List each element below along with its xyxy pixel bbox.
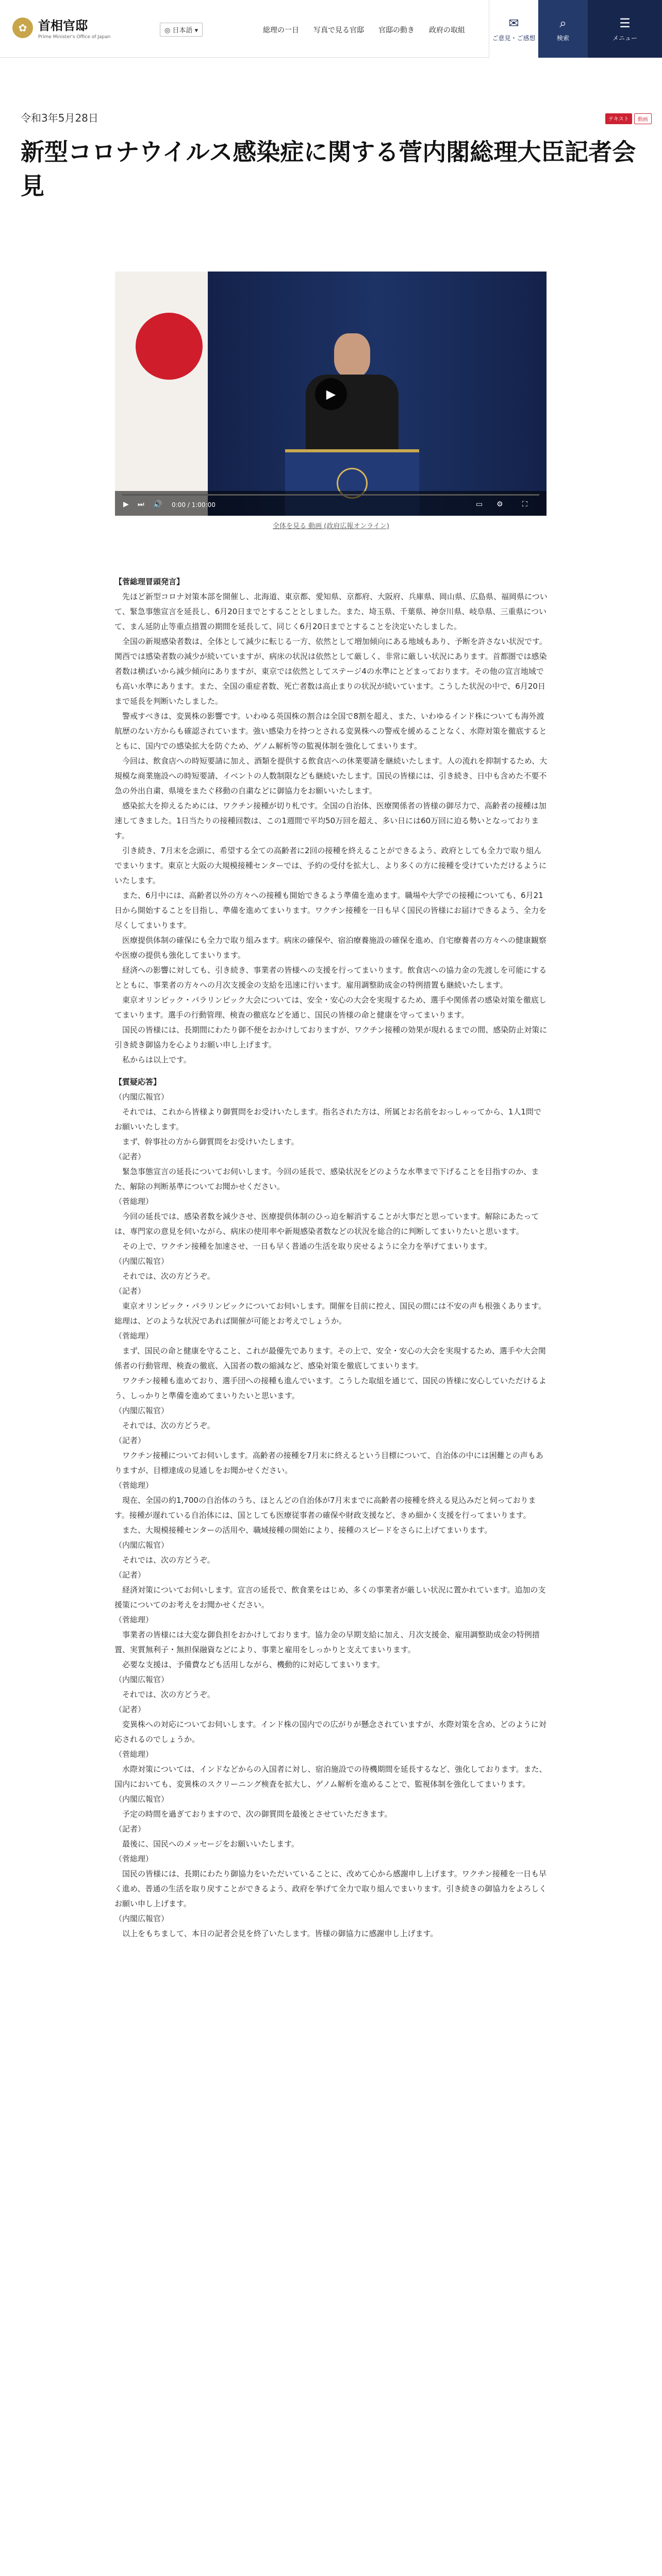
paragraph: 水際対策については、インドなどからの入国者に対し、宿泊施設での待機期間を延長するなど、強化しております。また、国内においても、変異株のスクリーニング検査を拡大し、ゲノム解析を進めることで、監視体制を強化してまいります。 [114,1765,547,1789]
paragraph: また、大規模接種センターの活用や、職域接種の開始により、接種のスピードをさらに上げてまいります。 [114,1526,492,1535]
mail-icon: ✉ [508,15,519,30]
speaker-label: （内閣広報官） [114,1406,169,1415]
paragraph: それでは、次の方どうぞ。 [114,1555,215,1565]
hamburger-icon: ☰ [619,15,631,30]
video-progress-bar[interactable] [122,494,539,496]
paragraph: それでは、次の方どうぞ。 [114,1272,215,1281]
section-heading: 【菅総理冒頭発言】 [114,577,185,586]
control-play-icon[interactable]: ▶ [123,500,129,509]
page-title: 新型コロナウイルス感染症に関する菅内閣総理大臣記者会見 [21,138,636,200]
paragraph: 変異株への対応についてお伺いします。インド株の国内での広がりが懸念されていますが、水際対策を含め、どのように対応されるのでしょうか。 [114,1720,547,1744]
nav-item-photos[interactable]: 写真で見る官邸 [313,26,364,35]
paragraph: 東京オリンピック・パラリンピック大会については、安全・安心の大会を実現するため、選手や関係者の感染対策を徹底してまいります。選手の行動管理、検査の徹底などを通じ、国民の皆様の命と健康を守ってまいります。 [114,995,547,1020]
video-controls [115,491,547,516]
tag-video: 動画 [634,113,652,124]
speaker-label: （菅総理） [114,1615,154,1624]
paragraph: 経済への影響に対しても、引き続き、事業者の皆様への支援を行ってまいります。飲食店への協力金の先渡しを可能にするとともに、事業者の方々への月次支援金の支給を迅速に行います。雇用調整助成金の特例措置も継続いたします。 [114,965,547,990]
speaker-label: （内閣広報官） [114,1914,169,1923]
control-next-icon[interactable]: ⏭ [138,500,144,509]
paragraph: 今回は、飲食店への時短要請に加え、酒類を提供する飲食店への休業要請を継続いたします。人の流れを抑制するため、大規模な商業施設への時短要請、イベントの人数制限なども継続いたします。国民の皆様には、引き続き、日中も含めた不要不急の外出自粛、県境をまたぐ移動の自粛などに御協力をお願いいたします。 [114,756,548,795]
paragraph: 先ほど新型コロナ対策本部を開催し、北海道、東京都、愛知県、京都府、大阪府、兵庫県、岡山県、広島県、福岡県について、緊急事態宣言を延長し、6月20日までとすることとしました。また、埼玉県、千葉県、神奈川県、岐阜県、三重県について、まん延防止等重点措置の期間を延長して、同じく6月20日までとすることを決定いたしました。 [114,592,548,631]
paragraph: 以上をもちまして、本日の記者会見を終了いたします。皆様の御協力に感謝申し上げます。 [114,1929,438,1938]
article-body [114,574,548,1941]
volume-icon[interactable]: 🔊 [153,500,162,509]
video-player[interactable] [115,272,547,516]
speaker-label: （記者） [114,1570,146,1580]
paragraph: まず、幹事社の方から御質問をお受けいたします。 [114,1137,299,1146]
search-icon: ⌕ [559,15,567,30]
paragraph: 今回の延長では、感染者数を減少させ、医療提供体制のひっ迫を解消することが大事だと思っています。解除にあたっては、専門家の意見を伺いながら、病床の使用率や新規感染者数などの状況を総合的に判断してまいりたいと思います。 [114,1212,539,1236]
gear-icon[interactable]: ⚙ [496,500,503,509]
paragraph: 最後に、国民へのメッセージをお願いいたします。 [114,1839,299,1849]
paragraph: それでは、次の方どうぞ。 [114,1690,215,1699]
nav-item-policies[interactable]: 政府の取組 [429,26,465,35]
spacer [114,1067,548,1075]
speaker-label: （内閣広報官） [114,1675,169,1684]
paulownia-emblem-icon: ✿ [12,18,33,38]
video-caption-link[interactable]: 全体を見る 動画 (政府広報オンライン) [272,522,390,530]
speaker-label: （内閣広報官） [114,1257,169,1266]
paragraph: 必要な支援は、予備費なども活用しながら、機動的に対応してまいります。 [114,1660,385,1669]
speaker-label: （記者） [114,1824,146,1834]
paragraph: 全国の新規感染者数は、全体として減少に転じる一方、依然として増加傾向にある地域もあり、予断を許さない状況です。関西では感染者数の減少が続いていますが、病床の状況は依然として厳しく、非常に厳しい状況にあります。首都圏では感染者数は横ばいから減少傾向にありますが、東京では依然としてステージ4の水準にとどまっております。その他の宣言地域でも高い水準にあります。また、全国の重症者数、死亡者数は高止まりの状況が続いています。こうした状況の中で、6月20日まで延長を判断いたしました。 [114,637,547,706]
chevron-down-icon: ▾ [194,27,198,35]
paragraph: 事業者の皆様には大変な御負担をおかけしております。協力金の早期支給に加え、月次支援金、雇用調整助成金の特例措置、実質無利子・無担保融資などにより、事業と雇用をしっかりと支えてまいります。 [114,1630,540,1654]
paragraph: 現在、全国の約1,700の自治体のうち、ほとんどの自治体が7月末までに高齢者の接種を終える見込みだと伺っております。接種が遅れている自治体には、国としても医療従事者の確保や財政支援など、きめ細かく支援を行ってまいります。 [114,1496,536,1520]
paragraph: ワクチン接種も進めており、選手団への接種も進んでいます。こうした取組を通じて、国民の皆様に安心していただけるよう、しっかりと準備を進めてまいりたいと思います。 [114,1376,547,1400]
paragraph: 国民の皆様には、長期にわたり御協力をいただいていることに、改めて心から感謝申し上げます。ワクチン接種を一日も早く進め、普通の生活を取り戻すことができるよう、政府を挙げて全力で取り組んでまいります。引き続きの御協力をよろしくお願い申し上げます。 [114,1869,547,1908]
speaker-label: （菅総理） [114,1481,154,1490]
speaker-label: （内閣広報官） [114,1092,169,1101]
paragraph: 予定の時間を過ぎておりますので、次の御質問を最後とさせていただきます。 [114,1809,392,1819]
speaker-label: （記者） [114,1286,146,1296]
globe-icon: ◎ [164,27,171,35]
paragraph: 私からは以上です。 [114,1055,191,1064]
site-header [0,0,662,58]
section-heading: 【質疑応答】 [114,1077,161,1087]
japan-flag [115,272,208,516]
paragraph: 警戒すべきは、変異株の影響です。いわゆる英国株の割合は全国で8割を超え、また、いわゆるインド株についても海外渡航歴のない方からも確認されています。強い感染力を持つとされる変異株への警戒を緩めることなく、水際対策を徹底するとともに、国内での感染拡大を防ぐため、ゲノム解析等の監視体制を強化してまいります。 [114,711,547,751]
speaker-label: （記者） [114,1152,146,1161]
language-label: 日本語 [172,27,193,35]
speaker-label: （内閣広報官） [114,1540,169,1550]
paragraph: その上で、ワクチン接種を加速させ、一日も早く普通の生活を取り戻せるように全力を挙げてまいります。 [114,1242,492,1251]
play-icon: ▶ [326,387,336,401]
search-button[interactable] [538,0,588,58]
speaker-label: （菅総理） [114,1854,154,1863]
paragraph: 東京オリンピック・パラリンピックについてお伺いします。開催を目前に控え、国民の間には不安の声も根強くあります。総理は、どのような状況であれば開催が可能とお考えでしょうか。 [114,1301,547,1326]
speaker-label: （記者） [114,1436,146,1445]
paragraph: 国民の皆様には、長期間にわたり御不便をおかけしておりますが、ワクチン接種の効果が現れるまでの間、感染防止対策に引き続き御協力を心よりお願い申し上げます。 [114,1025,548,1049]
paragraph: また、6月中には、高齢者以外の方々への接種も開始できるよう準備を進めます。職場や大学での接種についても、6月21日から開始することを目指し、準備を進めてまいります。ワクチン接種を一日も早く国民の皆様にお届けできるよう、全力を尽くしてまいります。 [114,891,547,930]
tag-text: テキスト [605,113,632,124]
play-button[interactable] [315,378,347,410]
fullscreen-icon[interactable]: ⛶ [522,500,527,509]
speaker-label: （内閣広報官） [114,1794,169,1804]
nav-item-activities[interactable]: 官邸の動き [378,26,415,35]
logo-title: 首相官邸 [38,18,88,33]
paragraph: 引き続き、7月末を念頭に、希望する全ての高齢者に2回の接種を終えることができるよう、政府としても全力で取り組んでまいります。東京と大阪の大規模接種センターでは、予約の受付を拡大し、より多くの方に接種を受けていただけるようにいたします。 [114,846,547,885]
paragraph: まず、国民の命と健康を守ること、これが最優先であります。その上で、安全・安心の大会を実現するため、選手や大会関係者の行動管理、検査の徹底、入国者の数の縮減など、感染対策を徹底してまいります。 [114,1346,546,1370]
article-date: 令和3年5月28日 [21,112,98,124]
speaker-label: （記者） [114,1705,146,1714]
global-nav [263,25,479,35]
search-label: 検索 [556,34,569,42]
paragraph: 経済対策についてお伺いします。宣言の延長で、飲食業をはじめ、多くの事業者が厳しい状況に置かれています。追加の支援策についてのお考えをお聞かせください。 [114,1585,546,1609]
paragraph: ワクチン接種についてお伺いします。高齢者の接種を7月末に終えるという目標について、自治体の中には困難との声もありますが、目標達成の見通しをお聞かせください。 [114,1451,543,1475]
opinion-button[interactable] [489,0,538,58]
paragraph: それでは、これから皆様より御質問をお受けいたします。指名された方は、所属とお名前をおっしゃってから、1人1問でお願いいたします。 [114,1107,541,1131]
logo-subtitle: Prime Minister's Office of Japan [38,35,111,40]
video-time: 0:00 / 1:00:00 [172,501,216,509]
language-select[interactable] [160,23,203,37]
opinion-label: ご意見・ご感想 [492,34,536,42]
paragraph: 医療提供体制の確保にも全力で取り組みます。病床の確保や、宿泊療養施設の確保を進め、自宅療養者の方々への健康観察や医療の提供も強化してまいります。 [114,936,547,960]
captions-icon[interactable]: ▭ [476,500,483,509]
paragraph: 緊急事態宣言の延長についてお伺いします。今回の延長で、感染状況をどのような水準まで下げることを目指すのか、また、解除の判断基準についてお聞かせください。 [114,1167,539,1191]
menu-button[interactable] [588,0,662,58]
menu-label: メニュー [612,34,637,42]
speaker-label: （菅総理） [114,1331,154,1341]
site-logo[interactable] [12,15,110,40]
paragraph: 感染拡大を抑えるためには、ワクチン接種が切り札です。全国の自治体、医療関係者の皆様の御尽力で、高齢者の接種は加速してきました。1日当たりの接種回数は、この1週間で平均50万回を超え、多い日には60万回に迫る勢いとなっております。 [114,801,547,840]
speaker-label: （菅総理） [114,1197,154,1206]
article-tags [603,113,652,124]
nav-item-daily[interactable]: 総理の一日 [263,26,299,35]
speaker-label: （菅総理） [114,1750,154,1759]
paragraph: それでは、次の方どうぞ。 [114,1421,215,1430]
